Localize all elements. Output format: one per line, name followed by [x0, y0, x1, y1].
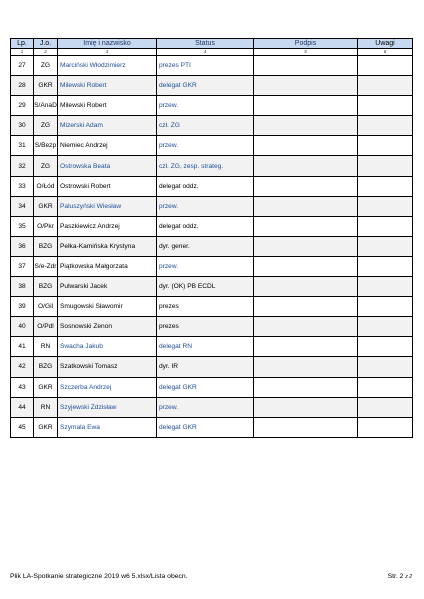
signature-cell [254, 56, 358, 76]
organizational-unit: RN [34, 337, 58, 357]
notes-cell [358, 377, 413, 397]
organizational-unit: GKR [34, 196, 58, 216]
notes-cell [358, 417, 413, 437]
row-number: 44 [11, 397, 34, 417]
person-name: Szymala Ewa [58, 417, 157, 437]
person-status: delegat GKR [157, 417, 254, 437]
row-number: 29 [11, 96, 34, 116]
notes-cell [358, 136, 413, 156]
organizational-unit: O/Pdl [34, 317, 58, 337]
person-name: Niemiec Andrzej [58, 136, 157, 156]
notes-cell [358, 256, 413, 276]
column-number: 2 [34, 49, 58, 56]
notes-cell [358, 337, 413, 357]
organizational-unit: GKR [34, 76, 58, 96]
footer-page-number [388, 573, 412, 580]
person-name: Szatkowski Tomasz [58, 357, 157, 377]
signature-cell [254, 417, 358, 437]
column-number: 4 [157, 49, 254, 56]
notes-cell [358, 397, 413, 417]
person-name: Smugowski Sławomir [58, 297, 157, 317]
table-row [11, 337, 413, 357]
row-number: 37 [11, 256, 34, 276]
notes-cell [358, 357, 413, 377]
person-name: Mizerski Adam [58, 116, 157, 136]
signature-cell [254, 256, 358, 276]
row-number: 35 [11, 216, 34, 236]
person-status: przew. [157, 196, 254, 216]
signature-cell [254, 156, 358, 176]
notes-cell [358, 156, 413, 176]
row-number: 45 [11, 417, 34, 437]
row-number: 39 [11, 297, 34, 317]
signature-cell [254, 357, 358, 377]
row-number: 33 [11, 176, 34, 196]
person-name: Milewski Robert [58, 96, 157, 116]
person-status: delegat GKR [157, 377, 254, 397]
signature-cell [254, 116, 358, 136]
page-label: Str. 2 [387, 573, 404, 580]
organizational-unit: ZG [34, 56, 58, 76]
person-status: prezes [157, 297, 254, 317]
signature-cell [254, 96, 358, 116]
table-row [11, 176, 413, 196]
header-lp: Lp. [11, 39, 34, 49]
row-number: 31 [11, 136, 34, 156]
table-row [11, 56, 413, 76]
signature-cell [254, 277, 358, 297]
person-status: delegat GKR [157, 76, 254, 96]
row-number: 32 [11, 156, 34, 176]
table-row [11, 236, 413, 256]
organizational-unit: S/Bezp [34, 136, 58, 156]
organizational-unit: ZG [34, 156, 58, 176]
row-number: 28 [11, 76, 34, 96]
header-notes: Uwagi [358, 39, 413, 49]
table-row [11, 377, 413, 397]
organizational-unit: RN [34, 397, 58, 417]
signature-cell [254, 236, 358, 256]
table-row [11, 96, 413, 116]
header-status: Status [157, 39, 254, 49]
notes-cell [358, 96, 413, 116]
person-name: Pełka-Kamińska Krystyna [58, 236, 157, 256]
header-signature: Podpis [254, 39, 358, 49]
signature-cell [254, 377, 358, 397]
person-status: dyr. IR [157, 357, 254, 377]
person-name: Pulwarski Jacek [58, 277, 157, 297]
person-status: dyr. (OK) PB ECDL [157, 277, 254, 297]
organizational-unit: O/Pkr [34, 216, 58, 236]
person-name: Marciński Włodzimierz [58, 56, 157, 76]
table-row [11, 357, 413, 377]
person-status: czł. ZG [157, 116, 254, 136]
notes-cell [358, 56, 413, 76]
person-name: Piątkowska Małgorzata [58, 256, 157, 276]
row-number: 43 [11, 377, 34, 397]
person-status: przew. [157, 96, 254, 116]
attendance-table [10, 38, 413, 438]
person-status: delegat RN [157, 337, 254, 357]
column-number-row [11, 49, 413, 56]
person-status: delegat oddz. [157, 216, 254, 236]
notes-cell [358, 76, 413, 96]
table-row [11, 297, 413, 317]
signature-cell [254, 216, 358, 236]
person-status: dyr. gener. [157, 236, 254, 256]
person-name: Ostrowska Beata [58, 156, 157, 176]
organizational-unit: ZG [34, 116, 58, 136]
person-status: prezes PTI [157, 56, 254, 76]
person-status: czł. ZG, zesp. strateg. [157, 156, 254, 176]
row-number: 34 [11, 196, 34, 216]
organizational-unit: BZG [34, 236, 58, 256]
header-row [11, 39, 413, 49]
person-status: prezes [157, 317, 254, 337]
person-status: przew. [157, 397, 254, 417]
notes-cell [358, 236, 413, 256]
notes-cell [358, 297, 413, 317]
person-name: Paszkiewicz Andrzej [58, 216, 157, 236]
person-name: Milewski Robert [58, 76, 157, 96]
notes-cell [358, 176, 413, 196]
row-number: 41 [11, 337, 34, 357]
person-status: przew. [157, 136, 254, 156]
signature-cell [254, 176, 358, 196]
signature-cell [254, 196, 358, 216]
table-row [11, 76, 413, 96]
organizational-unit: GKR [34, 417, 58, 437]
row-number: 36 [11, 236, 34, 256]
notes-cell [358, 277, 413, 297]
row-number: 42 [11, 357, 34, 377]
notes-cell [358, 317, 413, 337]
organizational-unit: GKR [34, 377, 58, 397]
signature-cell [254, 76, 358, 96]
person-status: delegat oddz. [157, 176, 254, 196]
row-number: 40 [11, 317, 34, 337]
table-row [11, 116, 413, 136]
column-number: 3 [58, 49, 157, 56]
table-row [11, 277, 413, 297]
table-row [11, 196, 413, 216]
notes-cell [358, 216, 413, 236]
person-name: Szyjewski Zdzisław [58, 397, 157, 417]
person-name: Ostrowski Robert [58, 176, 157, 196]
table-row [11, 397, 413, 417]
notes-cell [358, 116, 413, 136]
column-number: 1 [11, 49, 34, 56]
table-row [11, 216, 413, 236]
organizational-unit: BZG [34, 357, 58, 377]
attendance-sheet [10, 38, 412, 438]
table-row [11, 417, 413, 437]
signature-cell [254, 397, 358, 417]
signature-cell [254, 136, 358, 156]
person-name: Szczerba Andrzej [58, 377, 157, 397]
person-name: Swacha Jakub [58, 337, 157, 357]
person-name: Paluszyński Wiesław [58, 196, 157, 216]
row-number: 27 [11, 56, 34, 76]
page-total: z 2 [405, 574, 412, 580]
table-row [11, 136, 413, 156]
column-number: 5 [254, 49, 358, 56]
notes-cell [358, 196, 413, 216]
signature-cell [254, 317, 358, 337]
signature-cell [254, 337, 358, 357]
header-jo: J.o. [34, 39, 58, 49]
column-number: 6 [358, 49, 413, 56]
organizational-unit: O/Gil [34, 297, 58, 317]
header-name: Imię i nazwisko [58, 39, 157, 49]
row-number: 38 [11, 277, 34, 297]
table-row [11, 256, 413, 276]
table-row [11, 156, 413, 176]
signature-cell [254, 297, 358, 317]
table-row [11, 317, 413, 337]
organizational-unit: S/e-Zdr [34, 256, 58, 276]
person-status: przew. [157, 256, 254, 276]
person-name: Sosnowski Zenon [58, 317, 157, 337]
footer-file-name: Plik LA-Spotkanie strategiczne 2019 w6 5.xlsx/Lista obecn. [10, 573, 188, 580]
row-number: 30 [11, 116, 34, 136]
table-body [11, 56, 413, 438]
organizational-unit: O/Łód [34, 176, 58, 196]
organizational-unit: BZG [34, 277, 58, 297]
organizational-unit: S/AnaD [34, 96, 58, 116]
